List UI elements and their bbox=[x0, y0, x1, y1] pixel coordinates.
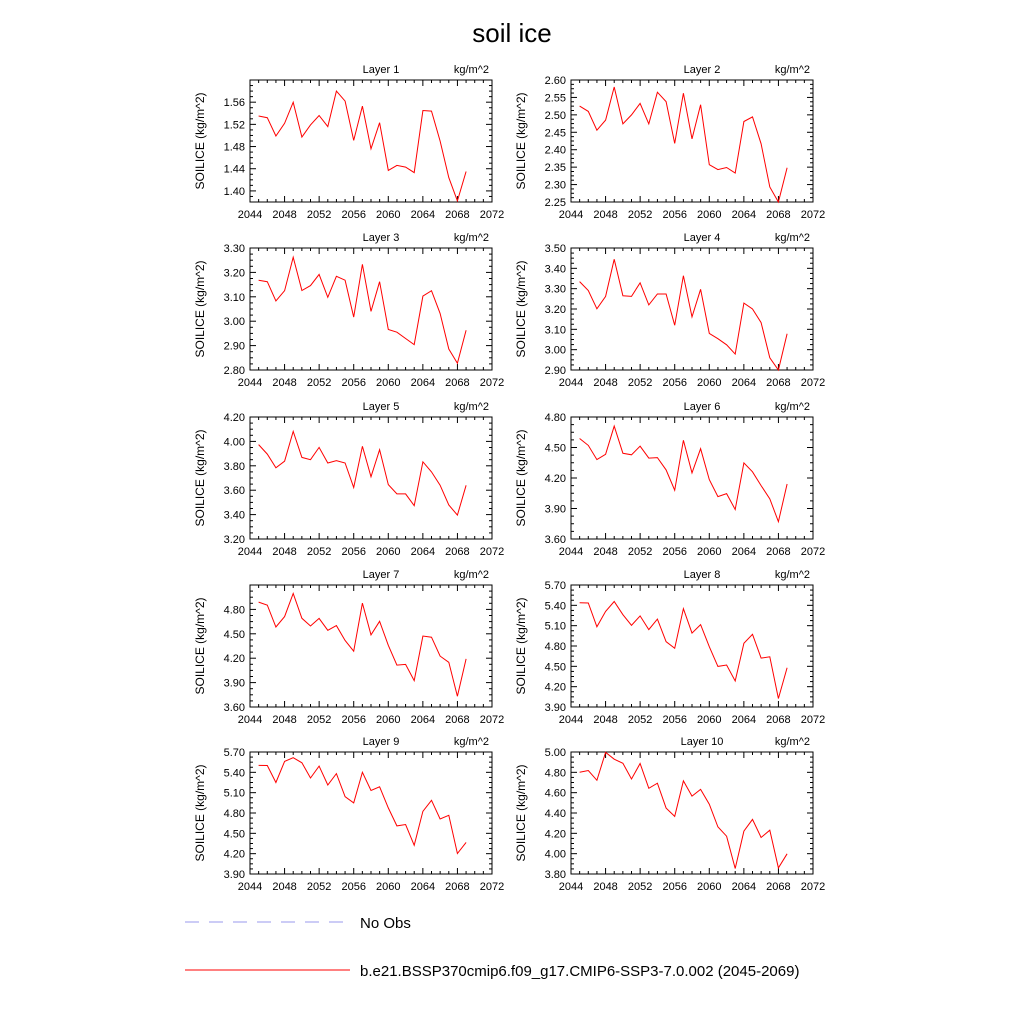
x-tick-label: 2052 bbox=[627, 546, 653, 558]
x-tick-label: 2048 bbox=[272, 714, 297, 726]
plot-frame bbox=[571, 417, 813, 539]
panel-units: kg/m^2 bbox=[453, 64, 489, 76]
x-tick-label: 2072 bbox=[479, 209, 505, 221]
x-tick-label: 2068 bbox=[766, 881, 791, 893]
y-tick-label: 4.00 bbox=[223, 436, 245, 449]
figure-title: soil ice bbox=[472, 18, 552, 48]
x-tick-label: 2044 bbox=[237, 714, 263, 726]
y-tick-label: 4.20 bbox=[544, 681, 566, 694]
panel-title: Layer 1 bbox=[362, 64, 400, 76]
y-tick-label: 3.80 bbox=[544, 869, 566, 881]
x-tick-label: 2068 bbox=[445, 209, 470, 221]
x-tick-label: 2068 bbox=[445, 714, 470, 726]
x-tick-label: 2060 bbox=[376, 714, 401, 726]
panel-units: kg/m^2 bbox=[774, 401, 810, 413]
y-axis-label: SOILICE (kg/m^2) bbox=[193, 260, 207, 358]
x-tick-label: 2048 bbox=[593, 546, 618, 558]
panel-units: kg/m^2 bbox=[774, 569, 810, 581]
x-tick-label: 2048 bbox=[593, 209, 618, 221]
x-tick-label: 2044 bbox=[237, 377, 263, 389]
panel-layer-7 bbox=[193, 569, 504, 726]
y-tick-label: 2.35 bbox=[544, 162, 566, 175]
y-axis-label: SOILICE (kg/m^2) bbox=[193, 429, 207, 527]
panel-title: Layer 3 bbox=[362, 232, 400, 244]
y-tick-label: 4.20 bbox=[223, 653, 245, 666]
plot-frame bbox=[250, 80, 492, 202]
x-tick-label: 2056 bbox=[662, 714, 687, 726]
y-tick-label: 4.80 bbox=[544, 412, 566, 424]
y-tick-label: 2.25 bbox=[544, 197, 566, 209]
y-tick-label: 4.20 bbox=[544, 828, 566, 841]
x-tick-label: 2044 bbox=[237, 881, 263, 893]
y-tick-label: 1.44 bbox=[223, 163, 245, 176]
y-axis-label: SOILICE (kg/m^2) bbox=[514, 429, 528, 527]
y-axis-label: SOILICE (kg/m^2) bbox=[514, 92, 528, 190]
panel-layer-1 bbox=[193, 64, 504, 221]
y-tick-label: 3.10 bbox=[544, 324, 566, 337]
x-tick-label: 2056 bbox=[341, 546, 366, 558]
x-tick-label: 2056 bbox=[341, 377, 366, 389]
x-tick-label: 2056 bbox=[662, 546, 687, 558]
y-tick-label: 2.45 bbox=[544, 127, 566, 140]
panel-title: Layer 4 bbox=[683, 232, 721, 244]
y-axis-label: SOILICE (kg/m^2) bbox=[193, 92, 207, 190]
y-tick-label: 2.90 bbox=[223, 340, 245, 353]
y-tick-label: 3.60 bbox=[223, 702, 245, 714]
y-tick-label: 4.00 bbox=[544, 848, 566, 861]
y-tick-label: 4.50 bbox=[544, 442, 566, 455]
y-tick-label: 4.80 bbox=[223, 604, 245, 617]
x-tick-label: 2072 bbox=[479, 714, 505, 726]
x-tick-label: 2048 bbox=[593, 714, 618, 726]
y-tick-label: 3.40 bbox=[544, 263, 566, 276]
x-tick-label: 2052 bbox=[627, 714, 653, 726]
y-tick-label: 2.55 bbox=[544, 92, 566, 105]
panel-units: kg/m^2 bbox=[453, 569, 489, 581]
x-tick-label: 2064 bbox=[731, 714, 757, 726]
x-tick-label: 2048 bbox=[593, 377, 618, 389]
x-tick-label: 2072 bbox=[479, 546, 505, 558]
panel-title: Layer 9 bbox=[362, 736, 400, 748]
x-tick-label: 2068 bbox=[445, 546, 470, 558]
y-tick-label: 3.80 bbox=[223, 460, 245, 473]
x-tick-label: 2056 bbox=[341, 881, 366, 893]
y-tick-label: 3.30 bbox=[223, 243, 245, 255]
panel-title: Layer 6 bbox=[683, 401, 721, 413]
x-tick-label: 2068 bbox=[445, 377, 470, 389]
x-tick-label: 2056 bbox=[341, 714, 366, 726]
y-tick-label: 3.50 bbox=[544, 243, 566, 255]
x-tick-label: 2064 bbox=[410, 881, 436, 893]
x-tick-label: 2056 bbox=[662, 377, 687, 389]
x-tick-label: 2072 bbox=[800, 546, 826, 558]
x-tick-label: 2064 bbox=[731, 546, 757, 558]
series-line bbox=[259, 91, 467, 201]
x-tick-label: 2060 bbox=[697, 881, 722, 893]
y-tick-label: 2.90 bbox=[544, 365, 566, 377]
series-line bbox=[259, 594, 467, 697]
x-tick-label: 2056 bbox=[662, 881, 687, 893]
x-tick-label: 2060 bbox=[697, 714, 722, 726]
y-tick-label: 4.80 bbox=[223, 808, 245, 820]
y-tick-label: 3.20 bbox=[544, 304, 566, 316]
x-tick-label: 2060 bbox=[376, 546, 401, 558]
x-tick-label: 2064 bbox=[731, 377, 757, 389]
y-tick-label: 3.30 bbox=[544, 283, 566, 296]
x-tick-label: 2052 bbox=[627, 209, 653, 221]
x-tick-label: 2056 bbox=[341, 209, 366, 221]
y-tick-label: 5.70 bbox=[544, 580, 566, 592]
x-tick-label: 2068 bbox=[445, 881, 470, 893]
panel-layer-10 bbox=[514, 736, 825, 893]
y-tick-label: 3.90 bbox=[544, 503, 566, 516]
plot-frame bbox=[571, 80, 813, 202]
y-tick-label: 4.20 bbox=[223, 412, 245, 424]
panel-layer-4 bbox=[514, 232, 825, 389]
panel-units: kg/m^2 bbox=[453, 232, 489, 244]
x-tick-label: 2044 bbox=[237, 209, 263, 221]
x-tick-label: 2072 bbox=[800, 714, 826, 726]
x-tick-label: 2044 bbox=[558, 377, 584, 389]
y-tick-label: 5.40 bbox=[223, 767, 245, 780]
x-tick-label: 2052 bbox=[306, 377, 332, 389]
y-axis-label: SOILICE (kg/m^2) bbox=[193, 764, 207, 862]
y-tick-label: 5.10 bbox=[223, 787, 245, 800]
panel-title: Layer 8 bbox=[683, 569, 721, 581]
y-tick-label: 2.80 bbox=[223, 365, 245, 377]
x-tick-label: 2060 bbox=[376, 377, 401, 389]
y-tick-label: 4.20 bbox=[223, 848, 245, 861]
y-tick-label: 5.00 bbox=[544, 747, 566, 759]
y-axis-label: SOILICE (kg/m^2) bbox=[514, 260, 528, 358]
x-tick-label: 2052 bbox=[627, 881, 653, 893]
x-tick-label: 2048 bbox=[272, 209, 297, 221]
legend bbox=[185, 915, 799, 980]
x-tick-label: 2044 bbox=[558, 714, 584, 726]
y-tick-label: 3.90 bbox=[544, 702, 566, 714]
panel-title: Layer 7 bbox=[362, 569, 400, 581]
y-tick-label: 2.40 bbox=[544, 144, 566, 157]
series-line bbox=[259, 257, 467, 363]
x-tick-label: 2072 bbox=[479, 881, 505, 893]
y-tick-label: 5.10 bbox=[544, 620, 566, 633]
y-tick-label: 3.90 bbox=[223, 677, 245, 690]
y-tick-label: 3.90 bbox=[223, 869, 245, 881]
y-tick-label: 4.50 bbox=[223, 628, 245, 641]
y-tick-label: 5.70 bbox=[223, 747, 245, 759]
series-line bbox=[580, 87, 788, 202]
series-line bbox=[259, 431, 467, 515]
plot-frame bbox=[250, 752, 492, 874]
panel-units: kg/m^2 bbox=[774, 232, 810, 244]
panel-units: kg/m^2 bbox=[453, 736, 489, 748]
series-line bbox=[580, 752, 788, 868]
x-tick-label: 2044 bbox=[558, 881, 584, 893]
y-tick-label: 4.40 bbox=[544, 808, 566, 820]
y-tick-label: 2.50 bbox=[544, 109, 566, 122]
x-tick-label: 2048 bbox=[593, 881, 618, 893]
y-tick-label: 1.40 bbox=[223, 185, 245, 198]
x-tick-label: 2052 bbox=[627, 377, 653, 389]
panel-title: Layer 10 bbox=[680, 736, 724, 748]
y-tick-label: 3.00 bbox=[544, 344, 566, 357]
panel-layer-3 bbox=[193, 232, 504, 389]
chart-panels bbox=[193, 64, 825, 893]
panel-units: kg/m^2 bbox=[774, 64, 810, 76]
x-tick-label: 2072 bbox=[800, 209, 826, 221]
x-tick-label: 2064 bbox=[410, 209, 436, 221]
y-tick-label: 1.52 bbox=[223, 119, 245, 132]
x-tick-label: 2072 bbox=[800, 881, 826, 893]
y-tick-label: 3.20 bbox=[223, 267, 245, 280]
panel-title: Layer 5 bbox=[362, 401, 400, 413]
x-tick-label: 2072 bbox=[479, 377, 505, 389]
x-tick-label: 2052 bbox=[306, 209, 332, 221]
y-tick-label: 3.40 bbox=[223, 509, 245, 522]
y-tick-label: 3.60 bbox=[544, 534, 566, 546]
x-tick-label: 2048 bbox=[272, 546, 297, 558]
x-tick-label: 2048 bbox=[272, 377, 297, 389]
y-tick-label: 3.10 bbox=[223, 291, 245, 304]
x-tick-label: 2060 bbox=[697, 377, 722, 389]
series-line bbox=[259, 758, 467, 854]
x-tick-label: 2060 bbox=[697, 209, 722, 221]
y-tick-label: 1.56 bbox=[223, 97, 245, 110]
y-tick-label: 2.30 bbox=[544, 179, 566, 192]
x-tick-label: 2048 bbox=[272, 881, 297, 893]
panel-layer-6 bbox=[514, 401, 825, 558]
panel-layer-5 bbox=[193, 401, 504, 558]
y-tick-label: 4.20 bbox=[544, 473, 566, 485]
y-tick-label: 4.50 bbox=[223, 828, 245, 841]
legend-model-label: b.e21.BSSP370cmip6.f09_g17.CMIP6-SSP3-7.0.002 (2045-2069) bbox=[360, 963, 800, 980]
y-tick-label: 5.40 bbox=[544, 600, 566, 613]
x-tick-label: 2068 bbox=[766, 546, 791, 558]
panel-units: kg/m^2 bbox=[453, 401, 489, 413]
x-tick-label: 2064 bbox=[410, 546, 436, 558]
panel-units: kg/m^2 bbox=[774, 736, 810, 748]
panel-layer-2 bbox=[514, 64, 825, 221]
y-tick-label: 4.80 bbox=[544, 641, 566, 653]
x-tick-label: 2052 bbox=[306, 881, 332, 893]
x-tick-label: 2056 bbox=[662, 209, 687, 221]
x-tick-label: 2060 bbox=[376, 881, 401, 893]
x-tick-label: 2064 bbox=[410, 377, 436, 389]
x-tick-label: 2064 bbox=[731, 209, 757, 221]
y-tick-label: 3.00 bbox=[223, 316, 245, 329]
x-tick-label: 2044 bbox=[558, 546, 584, 558]
x-tick-label: 2044 bbox=[558, 209, 584, 221]
plot-frame bbox=[571, 752, 813, 874]
panel-title: Layer 2 bbox=[683, 64, 721, 76]
y-tick-label: 3.60 bbox=[223, 485, 245, 498]
x-tick-label: 2068 bbox=[766, 377, 791, 389]
x-tick-label: 2068 bbox=[766, 714, 791, 726]
y-tick-label: 3.20 bbox=[223, 534, 245, 546]
x-tick-label: 2064 bbox=[410, 714, 436, 726]
y-tick-label: 1.48 bbox=[223, 141, 245, 154]
series-line bbox=[580, 426, 788, 522]
x-tick-label: 2052 bbox=[306, 546, 332, 558]
y-axis-label: SOILICE (kg/m^2) bbox=[514, 764, 528, 862]
x-tick-label: 2060 bbox=[697, 546, 722, 558]
panel-layer-9 bbox=[193, 736, 504, 893]
legend-no-obs-label: No Obs bbox=[360, 915, 411, 932]
x-tick-label: 2044 bbox=[237, 546, 263, 558]
x-tick-label: 2060 bbox=[376, 209, 401, 221]
x-tick-label: 2064 bbox=[731, 881, 757, 893]
y-tick-label: 4.50 bbox=[544, 661, 566, 674]
x-tick-label: 2072 bbox=[800, 377, 826, 389]
plot-frame bbox=[571, 248, 813, 370]
series-line bbox=[580, 602, 788, 699]
y-tick-label: 2.60 bbox=[544, 75, 566, 87]
y-tick-label: 4.80 bbox=[544, 767, 566, 780]
panel-layer-8 bbox=[514, 569, 825, 726]
series-line bbox=[580, 259, 788, 370]
x-tick-label: 2068 bbox=[766, 209, 791, 221]
x-tick-label: 2052 bbox=[306, 714, 332, 726]
y-axis-label: SOILICE (kg/m^2) bbox=[193, 597, 207, 695]
y-tick-label: 4.60 bbox=[544, 787, 566, 800]
y-axis-label: SOILICE (kg/m^2) bbox=[514, 597, 528, 695]
